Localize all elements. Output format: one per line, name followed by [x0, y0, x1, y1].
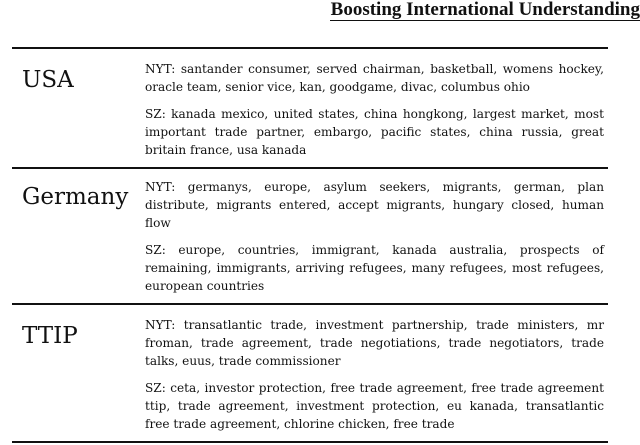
nyt-keywords: NYT: santander consumer, served chairman, basketball, womens hockey, oracle team, senior vice, kan, goodgame, divac, columbus ohio — [145, 62, 604, 94]
sz-keywords: SZ: europe, countries, immigrant, kanada australia, prospects of remaining, immigrants, arriving refugees, many refugees, most refugees, european countries — [145, 243, 604, 293]
sz-keywords: SZ: ceta, investor protection, free trade agreement, free trade agreement ttip, trade agreement, investment protection, eu kanada, transatlantic free trade agreement, chlorine chicken, free trade — [145, 381, 604, 431]
sz-keywords: SZ: kanada mexico, united states, china hongkong, largest market, most important trade partner, embargo, pacific states, china russia, great britain france, usa kanada — [145, 107, 604, 157]
table-bottom-rule — [12, 441, 608, 443]
row-label: Germany — [22, 184, 129, 210]
running-header-title: Boosting International Understanding — [330, 0, 640, 20]
row-label: USA — [22, 67, 74, 93]
row-keywords — [144, 305, 608, 441]
nyt-keywords: NYT: germanys, europe, asylum seekers, migrants, german, plan distribute, migrants entered, accept migrants, hungary closed, human flow — [145, 180, 604, 230]
row-label: TTIP — [22, 323, 78, 349]
nyt-keywords: NYT: transatlantic trade, investment partnership, trade ministers, mr froman, trade agreement, trade negotiations, trade negotiators, trade talks, euus, trade commissioner — [145, 318, 604, 368]
row-keywords — [144, 49, 608, 167]
table-row-usa — [12, 49, 608, 167]
header-rule — [330, 20, 640, 21]
keyword-table — [12, 47, 608, 443]
row-keywords — [144, 169, 608, 303]
table-row-germany — [12, 169, 608, 303]
table-row-ttip — [12, 305, 608, 441]
